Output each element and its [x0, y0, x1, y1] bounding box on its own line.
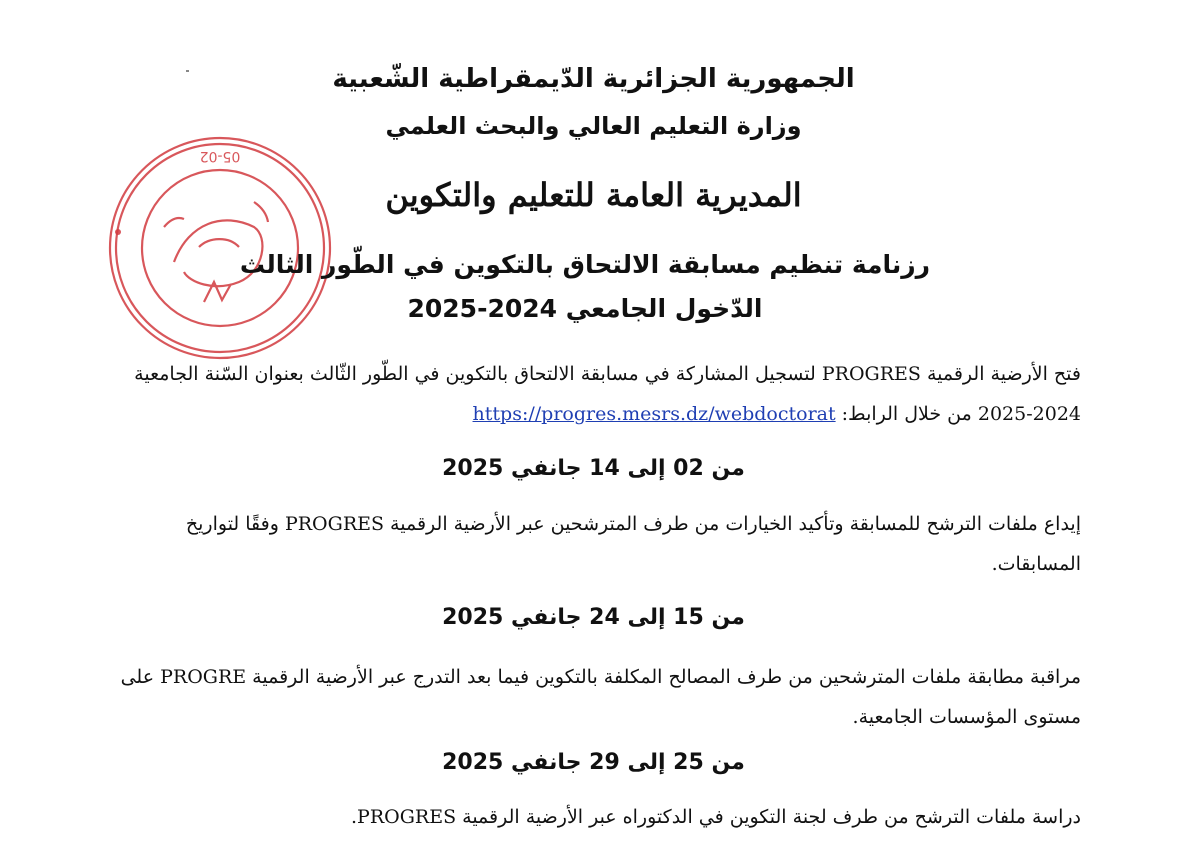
republic-header: الجمهورية الجزائرية الدّيمقراطية الشّعبية [332, 64, 855, 94]
stamp-date-text: 05-02 [199, 148, 241, 164]
section-3-date: من 25 إلى 29 جانفي 2025 [442, 750, 745, 775]
section-2-date: من 15 إلى 24 جانفي 2025 [442, 605, 745, 630]
section-1-body: فتح الأرضية الرقمية PROGRES لتسجيل المشاركة في مسابقة الالتحاق بالتكوين في الطّور الثّالث بعنوان السّنة الجامعية 2024-2025 من خلال الرابط: [134, 363, 1081, 425]
section-3-text: مراقبة مطابقة ملفات المترشحين من طرف المصالح المكلفة بالتكوين فيما بعد التدرج عبر الأرضية الرقمية PROGRE على مستوى المؤسسات الجامعية. [120, 666, 1081, 728]
section-1-text [101, 354, 1081, 434]
official-stamp-icon [104, 132, 336, 364]
progres-link[interactable]: https://progres.mesrs.dz/webdoctorat [472, 403, 836, 425]
directorate-header: المديرية العامة للتعليم والتكوين [385, 176, 802, 214]
section-2-text: إيداع ملفات الترشح للمسابقة وتأكيد الخيارات من طرف المترشحين عبر الأرضية الرقمية PROGRES وفقًا لتواريخ المسابقات. [185, 513, 1081, 575]
title-line-2: الدّخول الجامعي 2024-2025 [407, 294, 763, 323]
section-4-text: دراسة ملفات الترشح من طرف لجنة التكوين في الدكتوراه عبر الأرضية الرقمية PROGRES. [351, 806, 1081, 828]
ministry-header: وزارة التعليم العالي والبحث العلمي [385, 112, 802, 140]
section-1-date: من 02 إلى 14 جانفي 2025 [442, 456, 745, 481]
title-line-1: رزنامة تنظيم مسابقة الالتحاق بالتكوين في الطّور الثالث [239, 250, 931, 279]
